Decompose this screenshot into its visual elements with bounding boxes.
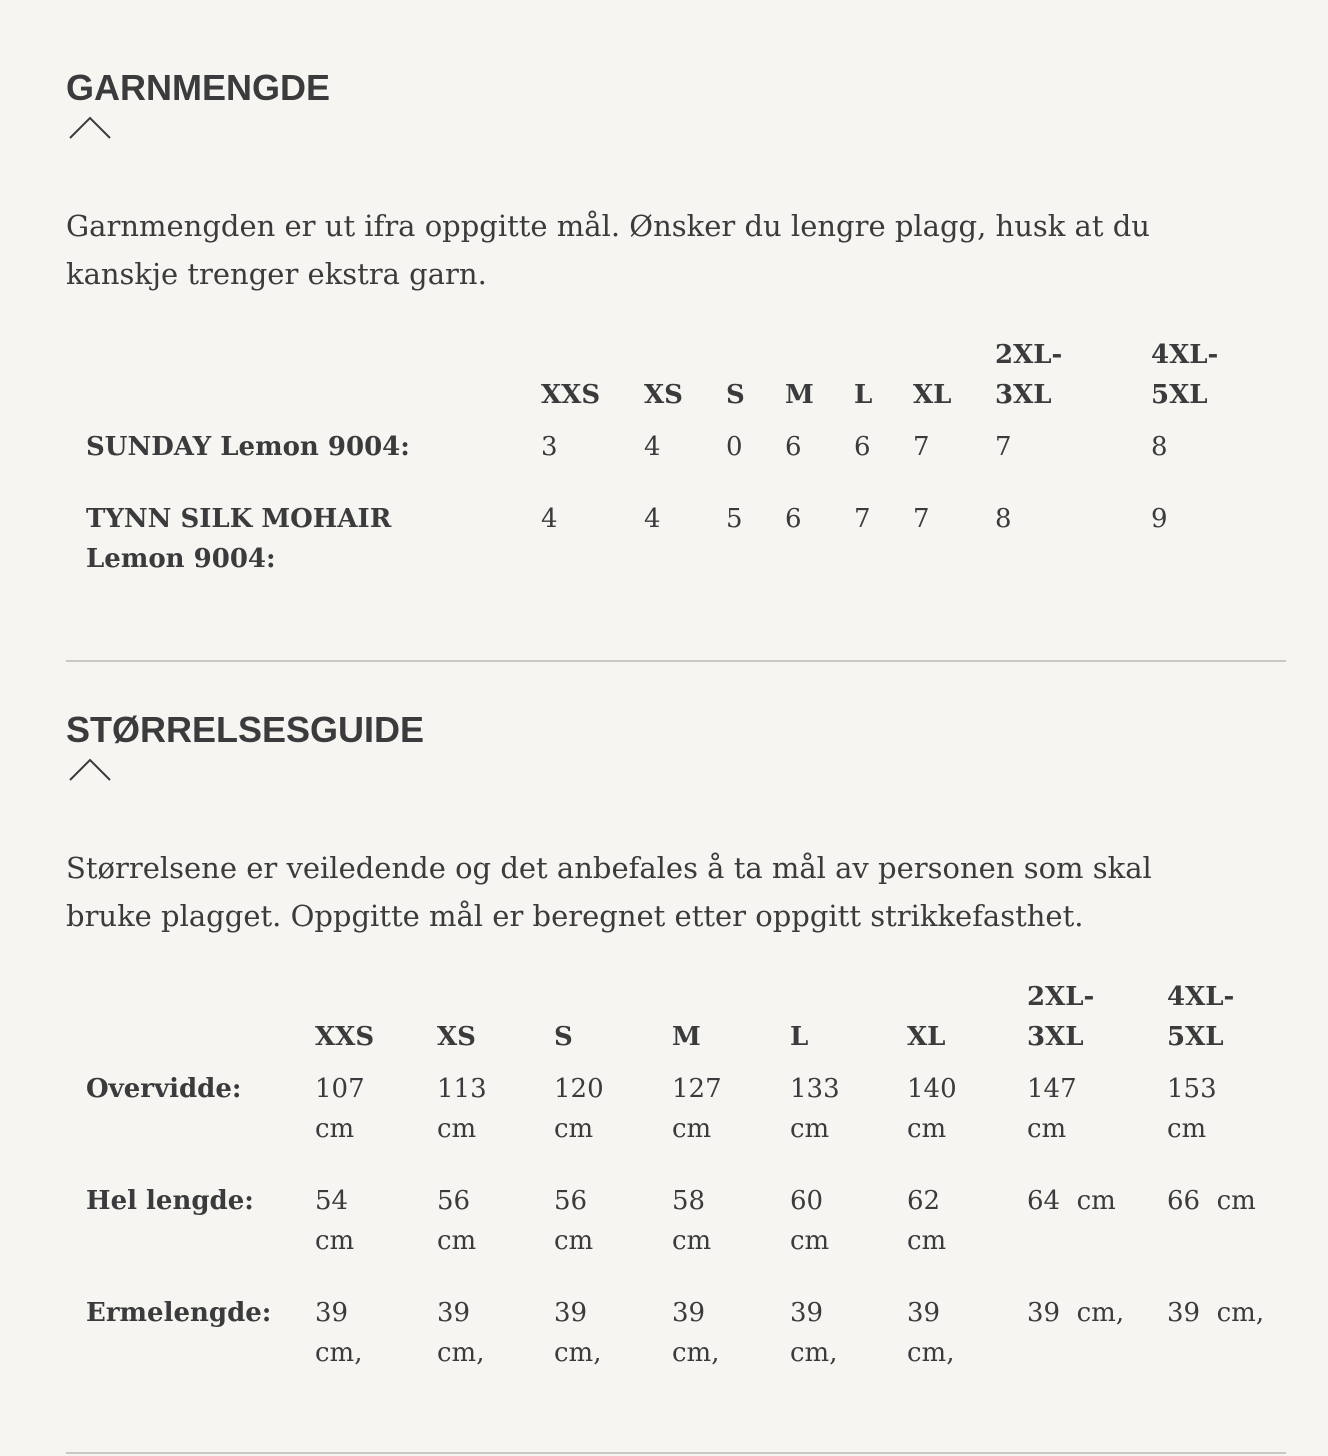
row-label: Overvidde: [86,1074,242,1104]
table-cell: 140 cm [907,1074,957,1144]
size-size-header: L [790,1022,809,1052]
table-cell: 120 cm [554,1074,604,1144]
yarn-size-header: XS [644,380,683,410]
table-cell: 66 cm [1167,1186,1256,1216]
table-cell: 60 cm [790,1186,830,1256]
table-cell: 6 [854,432,871,462]
yarn-intro-line2: kanskje trenger ekstra garn. [66,257,487,291]
table-cell: 54 cm [315,1186,355,1256]
yarn-size-header: XL [913,380,952,410]
table-cell: 39 cm, [554,1298,602,1368]
table-cell: 4 [644,504,661,534]
table-cell: 6 [785,432,802,462]
yarn-size-header: 4XL- 5XL [1151,340,1219,410]
size-size-header: XS [437,1022,476,1052]
size-intro-line1: Størrelsene er veiledende og det anbefales å ta mål av personen som skal [66,851,1152,885]
table-cell: 7 [995,432,1012,462]
size-size-header: XL [907,1022,946,1052]
table-cell: 39 cm, [437,1298,485,1368]
size-guide-title[interactable]: STØRRELSESGUIDE [66,709,425,750]
table-cell: 4 [644,432,661,462]
yarn-size-header: XXS [541,380,601,410]
size-size-header: XXS [315,1022,375,1052]
size-guide-intro-text [66,844,1286,940]
row-label: TYNN SILK MOHAIR Lemon 9004: [86,504,392,574]
yarn-size-header: M [785,380,814,410]
table-cell: 8 [1151,432,1168,462]
table-cell: 133 cm [790,1074,840,1144]
table-row [86,1281,1277,1393]
yarn-amount-intro-text [66,202,1286,298]
table-cell: 5 [726,504,743,534]
table-cell: 3 [541,432,558,462]
yarn-size-header: 2XL- 3XL [995,340,1063,410]
table-cell: 4 [541,504,558,534]
table-cell: 39 cm, [315,1298,363,1368]
table-cell: 0 [726,432,743,462]
yarn-table-header-row [86,335,1251,415]
table-cell: 6 [785,504,802,534]
table-cell: 39 cm, [672,1298,720,1368]
table-cell: 8 [995,504,1012,534]
table-cell: 107 cm [315,1074,365,1144]
row-label: Hel lengde: [86,1186,254,1216]
section-divider [66,660,1286,662]
size-size-header: 2XL- 3XL [1027,982,1095,1052]
table-cell: 39 cm, [907,1298,955,1368]
table-cell: 62 cm [907,1186,947,1256]
table-cell: 7 [854,504,871,534]
size-table-corner [86,977,315,1057]
row-label: SUNDAY Lemon 9004: [86,432,410,462]
size-guide-intro [66,844,1286,940]
yarn-amount-section [66,68,1286,140]
table-cell: 39 cm, [1167,1298,1265,1328]
section-divider [66,1452,1286,1454]
size-size-header: 4XL- 5XL [1167,982,1235,1052]
size-guide-section [66,710,1286,782]
yarn-amount-intro [66,202,1286,298]
table-cell: 153 cm [1167,1074,1217,1144]
yarn-intro-line1: Garnmengden er ut ifra oppgitte mål. Ønsker du lengre plagg, husk at du [66,209,1150,243]
table-cell: 147 cm [1027,1074,1077,1144]
table-row [86,1169,1277,1281]
size-intro-line2: bruke plagget. Oppgitte mål er beregnet etter oppgitt strikkefasthet. [66,899,1084,933]
table-row [86,487,1251,587]
yarn-table-corner [86,335,541,415]
chevron-up-icon[interactable] [68,114,112,140]
yarn-amount-table [86,335,1251,587]
size-size-header: S [554,1022,573,1052]
size-size-header: M [672,1022,701,1052]
table-cell: 113 cm [437,1074,487,1144]
yarn-size-header: L [854,380,873,410]
table-cell: 56 cm [554,1186,594,1256]
table-cell: 127 cm [672,1074,722,1144]
yarn-amount-title[interactable]: GARNMENGDE [66,67,331,108]
table-cell: 7 [913,504,930,534]
table-cell: 9 [1151,504,1168,534]
size-table-header-row [86,977,1277,1057]
table-cell: 39 cm, [790,1298,838,1368]
table-row [86,1057,1277,1169]
table-cell: 7 [913,432,930,462]
table-cell: 39 cm, [1027,1298,1125,1328]
table-cell: 58 cm [672,1186,712,1256]
yarn-size-header: S [726,380,745,410]
size-guide-table [86,977,1277,1393]
row-label: Ermelengde: [86,1298,272,1328]
table-row [86,415,1251,487]
table-cell: 64 cm [1027,1186,1116,1216]
chevron-up-icon[interactable] [68,756,112,782]
table-cell: 56 cm [437,1186,477,1256]
